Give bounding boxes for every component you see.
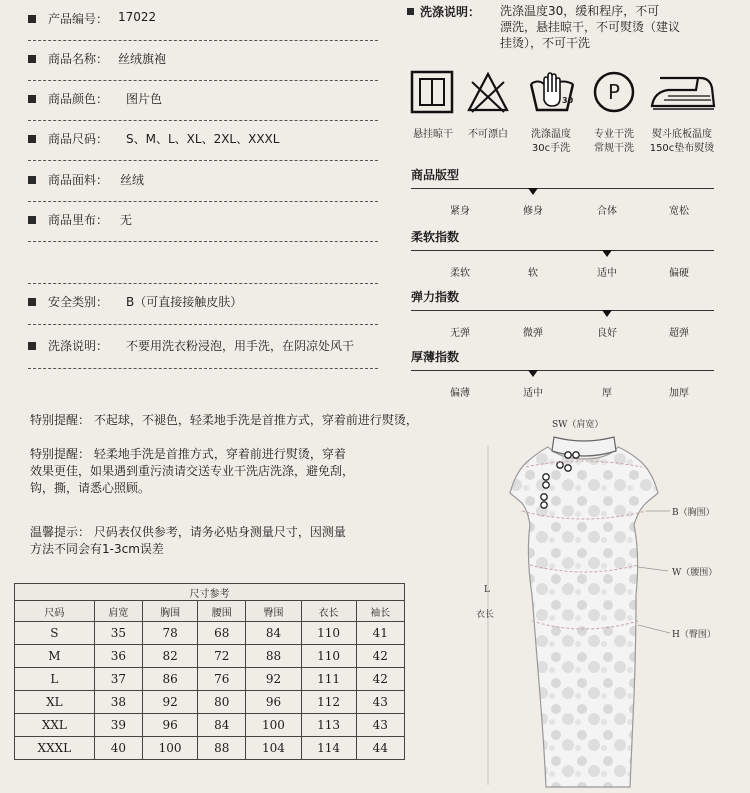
measure-cell: 84 xyxy=(246,622,301,645)
label-length-letter: L xyxy=(484,585,490,595)
info-row xyxy=(28,171,380,191)
measure-cell: 92 xyxy=(246,668,301,691)
measure-cell: 76 xyxy=(198,668,246,691)
index-selected-marker xyxy=(528,370,538,377)
dashed-divider xyxy=(28,283,378,284)
index-option: 软 xyxy=(528,268,538,279)
index-scale-line xyxy=(411,250,714,251)
measure-cell: 111 xyxy=(301,668,356,691)
index-option: 偏薄 xyxy=(450,388,470,399)
measure-cell: 110 xyxy=(301,622,356,645)
bullet-square xyxy=(407,8,414,15)
measure-cell: 88 xyxy=(198,737,246,760)
size-cell: XXXL xyxy=(15,737,95,760)
index-option: 超弹 xyxy=(669,328,689,339)
index-option: 无弹 xyxy=(450,328,470,339)
info-label: 商品里布： xyxy=(48,213,109,227)
size-cell: M xyxy=(15,645,95,668)
bullet-square xyxy=(28,15,36,23)
info-label: 产品编号： xyxy=(48,12,109,26)
note-3: 温馨提示： 尺码表仅供参考，请务必贴身测量尺寸，因测量 方法不同会有1-3cm误差 xyxy=(30,525,346,556)
index-option: 紧身 xyxy=(450,206,470,217)
info-value: 丝绒旗袍 xyxy=(118,52,167,66)
measure-cell: 110 xyxy=(301,645,356,668)
dashed-divider xyxy=(28,368,378,369)
measure-cell: 37 xyxy=(94,668,142,691)
info-value: 不要用洗衣粉浸泡，用手洗，在阴凉处风干 xyxy=(126,339,355,353)
info-value: B（可直接接触皮肤） xyxy=(126,295,243,309)
info-value: 17022 xyxy=(118,10,157,24)
label-waist: W（腰围） xyxy=(672,568,718,578)
dashed-divider xyxy=(28,241,378,242)
measure-cell: 100 xyxy=(143,737,198,760)
info-label: 商品名称： xyxy=(48,52,109,66)
index-option: 修身 xyxy=(523,206,543,217)
info-row xyxy=(28,211,380,231)
dashed-divider xyxy=(28,120,378,121)
washing-text: 洗涤温度30，缓和程序，不可 漂洗，悬挂晾干，不可熨烫（建议 挂烫），不可干洗 xyxy=(500,4,681,50)
index-title: 厚薄指数 xyxy=(411,350,460,364)
index-option: 适中 xyxy=(523,388,543,399)
table-row xyxy=(15,737,405,760)
care-icon-label: 熨斗底板温度 150c垫布熨烫 xyxy=(649,129,715,154)
table-row xyxy=(15,622,405,645)
index-option: 厚 xyxy=(602,388,612,399)
size-cell: XL xyxy=(15,691,95,714)
index-scale-line xyxy=(411,188,714,189)
info-row xyxy=(28,130,380,150)
measure-cell: 92 xyxy=(143,691,198,714)
index-option: 偏硬 xyxy=(669,268,689,279)
info-row xyxy=(28,337,380,357)
measure-cell: 96 xyxy=(246,691,301,714)
care-icon-label: 专业干洗 常规干洗 xyxy=(594,129,634,154)
label-shoulder: SW（肩宽） xyxy=(552,420,604,430)
size-table-header: 尺码 xyxy=(15,601,95,622)
index-selected-marker xyxy=(602,310,612,317)
label-length: 衣长 xyxy=(476,610,495,620)
size-table-header: 肩宽 xyxy=(94,601,142,622)
iron-icon xyxy=(650,70,716,114)
note-1: 特别提醒： 不起球，不褪色，轻柔地手洗是首推方式，穿着前进行熨烫， xyxy=(30,413,418,427)
measure-cell: 41 xyxy=(356,622,404,645)
index-title: 柔软指数 xyxy=(411,230,460,244)
care-icon-label: 悬挂晾干 xyxy=(413,129,453,140)
hand-wash-icon: 30 xyxy=(528,70,572,114)
hang-dry-icon xyxy=(410,70,454,114)
info-value: 丝绒 xyxy=(120,173,145,187)
size-table-header: 衣长 xyxy=(301,601,356,622)
measure-cell: 100 xyxy=(246,714,301,737)
info-value: S、M、L、XL、2XL、XXXL xyxy=(126,132,280,146)
index-option: 良好 xyxy=(597,328,617,339)
measure-cell: 40 xyxy=(94,737,142,760)
measure-cell: 82 xyxy=(143,645,198,668)
info-row xyxy=(28,90,380,110)
index-option: 合体 xyxy=(597,206,617,217)
size-table-header: 腰围 xyxy=(198,601,246,622)
info-label: 商品面料： xyxy=(48,173,109,187)
index-title: 弹力指数 xyxy=(411,290,460,304)
bullet-square xyxy=(28,342,36,350)
info-value: 无 xyxy=(120,213,133,227)
dashed-divider xyxy=(28,80,378,81)
size-table-header: 袖长 xyxy=(356,601,404,622)
measure-cell: 38 xyxy=(94,691,142,714)
size-cell: L xyxy=(15,668,95,691)
info-row xyxy=(28,293,380,313)
dashed-divider xyxy=(28,201,378,202)
index-option: 适中 xyxy=(597,268,617,279)
measure-cell: 36 xyxy=(94,645,142,668)
info-label: 洗涤说明： xyxy=(48,339,109,353)
measure-cell: 113 xyxy=(301,714,356,737)
measure-cell: 80 xyxy=(198,691,246,714)
measure-cell: 72 xyxy=(198,645,246,668)
bullet-square xyxy=(28,298,36,306)
index-option: 宽松 xyxy=(669,206,689,217)
info-value: 图片色 xyxy=(126,92,163,106)
washing-title: 洗涤说明： xyxy=(420,5,481,19)
label-hip: H（臀围） xyxy=(672,630,716,640)
index-scale-line xyxy=(411,370,714,371)
measure-cell: 43 xyxy=(356,714,404,737)
info-row xyxy=(28,10,380,30)
index-selected-marker xyxy=(528,188,538,195)
table-row xyxy=(15,714,405,737)
size-table xyxy=(14,583,405,760)
measure-cell: 43 xyxy=(356,691,404,714)
dry-clean-icon: P xyxy=(592,70,636,114)
measure-cell: 112 xyxy=(301,691,356,714)
measure-cell: 42 xyxy=(356,645,404,668)
bullet-square xyxy=(28,95,36,103)
bullet-square xyxy=(28,176,36,184)
measure-cell: 88 xyxy=(246,645,301,668)
measure-cell: 86 xyxy=(143,668,198,691)
care-icon-label: 不可漂白 xyxy=(468,129,508,140)
info-label: 商品尺码： xyxy=(48,132,109,146)
index-option: 加厚 xyxy=(669,388,689,399)
measure-cell: 78 xyxy=(143,622,198,645)
table-row xyxy=(15,691,405,714)
measure-cell: 39 xyxy=(94,714,142,737)
measure-cell: 96 xyxy=(143,714,198,737)
measure-cell: 44 xyxy=(356,737,404,760)
size-cell: XXL xyxy=(15,714,95,737)
measure-cell: 35 xyxy=(94,622,142,645)
bullet-square xyxy=(28,135,36,143)
size-table-header: 胸围 xyxy=(143,601,198,622)
no-bleach-icon xyxy=(466,70,510,114)
measure-cell: 84 xyxy=(198,714,246,737)
index-scale-line xyxy=(411,310,714,311)
measure-cell: 42 xyxy=(356,668,404,691)
dashed-divider xyxy=(28,40,378,41)
dashed-divider xyxy=(28,160,378,161)
measure-cell: 104 xyxy=(246,737,301,760)
qipao-illustration xyxy=(470,415,740,790)
care-icon-label: 洗涤温度 30c手洗 xyxy=(531,129,571,154)
table-row xyxy=(15,668,405,691)
note-2: 特别提醒： 轻柔地手洗是首推方式，穿着前进行熨烫，穿着 效果更佳，如果遇到重污渍请交送专业干洗店洗涤，避免刮， 钩，撕，请悉心照顾。 xyxy=(30,447,355,495)
bullet-square xyxy=(28,55,36,63)
info-label: 安全类别： xyxy=(48,295,109,309)
dress-diagram xyxy=(470,415,740,790)
size-cell: S xyxy=(15,622,95,645)
index-selected-marker xyxy=(602,250,612,257)
bullet-square xyxy=(28,216,36,224)
index-title: 商品版型 xyxy=(411,168,460,182)
index-option: 微弹 xyxy=(523,328,543,339)
info-row xyxy=(28,50,380,70)
dashed-divider xyxy=(28,324,378,325)
measure-cell: 114 xyxy=(301,737,356,760)
label-bust: B（胸围） xyxy=(672,508,715,518)
size-table-header: 臀围 xyxy=(246,601,301,622)
measure-cell: 68 xyxy=(198,622,246,645)
table-row xyxy=(15,645,405,668)
index-option: 柔软 xyxy=(450,268,470,279)
size-table-title: 尺寸参考 xyxy=(15,584,405,601)
info-label: 商品颜色： xyxy=(48,92,109,106)
